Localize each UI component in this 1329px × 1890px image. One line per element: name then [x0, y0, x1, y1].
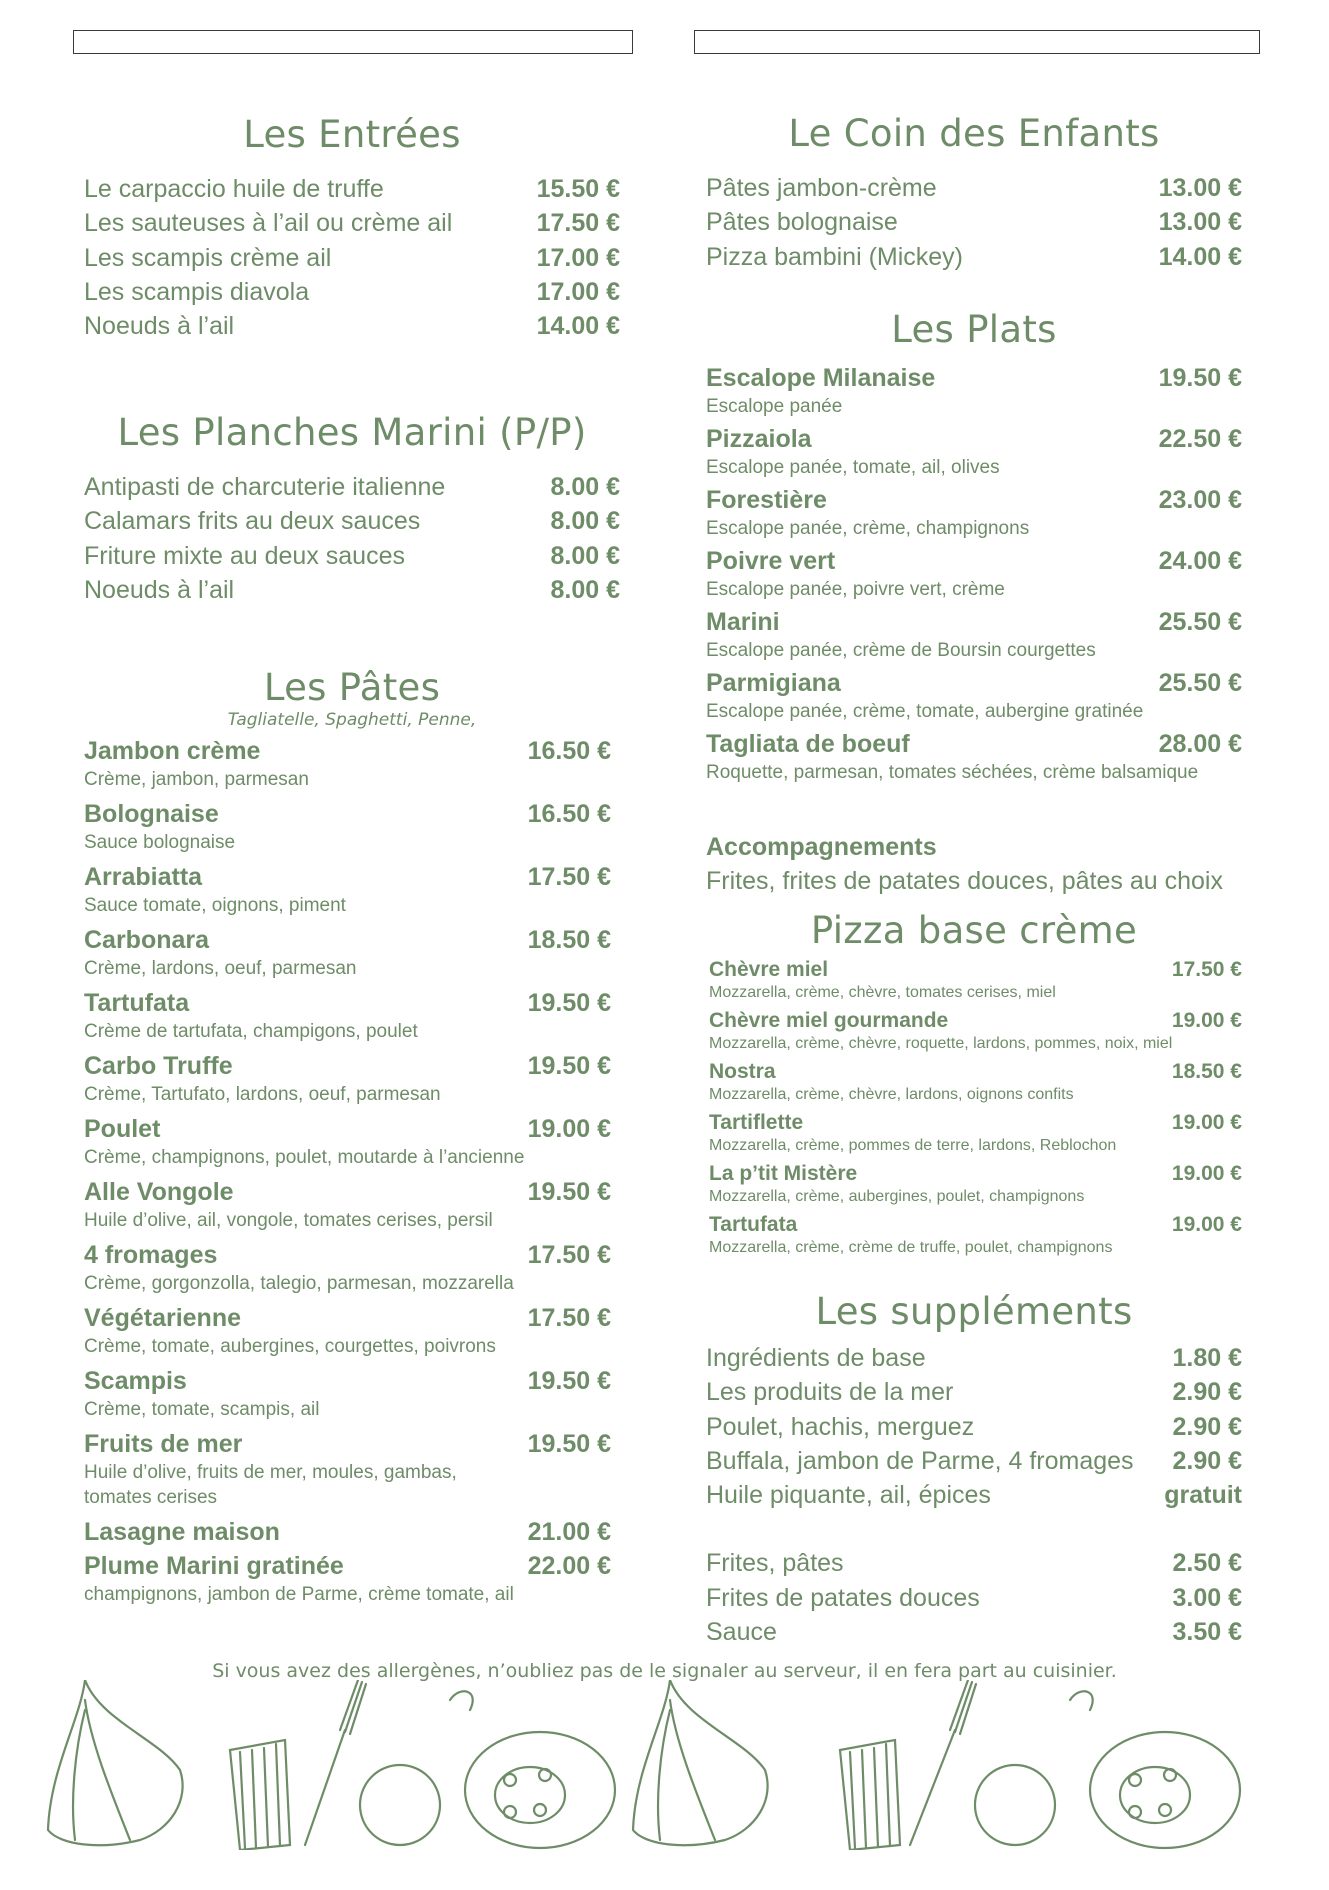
item-name: Marini — [706, 608, 780, 636]
section-subtitle: Tagliatelle, Spaghetti, Penne, — [227, 710, 477, 730]
item-desc: Crème, tomate, aubergines, courgettes, poivrons — [84, 1336, 496, 1357]
fork-icon — [910, 1680, 976, 1845]
pizza-section — [706, 909, 1242, 1262]
item-price: 13.00 € — [1158, 208, 1242, 237]
item-name: Parmigiana — [706, 669, 841, 697]
item-price: 28.00 € — [1158, 730, 1242, 758]
item-desc: Crème, jambon, parmesan — [84, 769, 309, 790]
list-item — [84, 1049, 620, 1107]
extras-list — [706, 1546, 1242, 1649]
item-name: Noeuds à l’ail — [84, 312, 235, 341]
item-name: Bolognaise — [84, 800, 219, 828]
item-name: Pâtes jambon-crème — [706, 174, 937, 202]
item-name: Jambon crème — [84, 737, 261, 765]
item-name: Frites de patates douces — [706, 1583, 980, 1612]
item-name: Les scampis diavola — [84, 277, 310, 306]
plats-section — [706, 308, 1242, 788]
item-price: 25.50 € — [1158, 608, 1242, 636]
item-name: Noeuds à l’ail — [84, 575, 235, 604]
item-name: La p’tit Mistère — [709, 1162, 858, 1185]
item-price: 16.50 € — [527, 737, 611, 765]
item-name: 4 fromages — [84, 1241, 218, 1269]
accompagnements-text: Frites, frites de patates douces, pâtes au choix — [706, 867, 1223, 895]
item-desc: Sauce tomate, oignons, piment — [84, 895, 346, 916]
list-item — [84, 470, 620, 504]
item-price: 19.50 € — [527, 1430, 611, 1458]
pates-section — [84, 666, 620, 1612]
list-item — [84, 241, 620, 275]
item-price: 18.50 € — [527, 926, 611, 954]
list-item — [706, 727, 1242, 785]
header-box-left — [73, 30, 633, 54]
item-price: 13.00 € — [1158, 174, 1242, 202]
item-name: Ingrédients de base — [706, 1344, 926, 1372]
item-name: Fruits de mer — [84, 1430, 243, 1458]
section-title: Pizza base crème — [810, 909, 1138, 952]
item-price: 1.80 € — [1172, 1344, 1242, 1372]
list-item — [706, 1211, 1242, 1258]
item-desc: Mozzarella, crème, crème de truffe, poulet, champignons — [709, 1239, 1113, 1256]
section-title: Les Pâtes — [263, 666, 441, 709]
food-illustrations — [40, 1680, 1290, 1850]
item-price: 22.00 € — [527, 1552, 611, 1580]
item-price: 2.90 € — [1172, 1446, 1242, 1475]
item-desc: Crème, lardons, oeuf, parmesan — [84, 958, 357, 979]
list-item — [706, 544, 1242, 602]
list-item — [84, 734, 620, 792]
item-price: 19.50 € — [527, 989, 611, 1017]
garlic-icon — [633, 1680, 768, 1845]
item-name: Forestière — [706, 486, 827, 514]
item-price: 19.00 € — [1171, 1111, 1242, 1134]
header-box-right — [694, 30, 1260, 54]
list-item — [706, 1109, 1242, 1156]
item-price: 14.00 € — [536, 312, 620, 341]
item-name: Pizzaiola — [706, 425, 812, 453]
item-price: 3.00 € — [1172, 1583, 1242, 1612]
section-title: Les suppléments — [815, 1290, 1133, 1333]
list-item — [706, 205, 1242, 239]
list-item — [84, 504, 620, 538]
item-price: 8.00 € — [550, 575, 620, 604]
list-item — [84, 1112, 620, 1170]
item-name: Antipasti de charcuterie italienne — [84, 473, 446, 501]
item-desc: Huile d’olive, fruits de mer, moules, gambas, tomates cerises — [84, 1462, 457, 1508]
item-name: Les scampis crème ail — [84, 243, 332, 272]
list-item — [706, 956, 1242, 1003]
list-item — [706, 361, 1242, 419]
tomato-icon — [360, 1691, 615, 1848]
item-name: Végétarienne — [84, 1304, 242, 1332]
item-desc: Mozzarella, crème, chèvre, roquette, lardons, pommes, noix, miel — [709, 1035, 1173, 1052]
list-item — [706, 422, 1242, 480]
item-name: Les produits de la mer — [706, 1378, 954, 1407]
item-price: 8.00 € — [550, 541, 620, 570]
list-item — [706, 1341, 1242, 1375]
item-price: 2.90 € — [1172, 1412, 1242, 1441]
list-item — [84, 539, 620, 573]
item-name: Nostra — [709, 1060, 776, 1083]
list-item — [84, 1515, 620, 1549]
item-desc: champignons, jambon de Parme, crème tomate, ail — [84, 1584, 514, 1605]
item-desc: Mozzarella, crème, pommes de terre, lardons, Reblochon — [709, 1137, 1117, 1154]
item-price: 22.50 € — [1158, 425, 1242, 453]
item-price: 17.50 € — [527, 1241, 611, 1269]
item-desc: Crème, gorgonzolla, talegio, parmesan, mozzarella — [84, 1273, 514, 1294]
item-desc: Escalope panée, crème, champignons — [706, 518, 1030, 539]
list-item — [706, 1615, 1242, 1649]
list-item — [84, 573, 620, 607]
tomato-icon — [975, 1691, 1240, 1848]
pates-list — [84, 734, 620, 1607]
list-item — [706, 666, 1242, 724]
item-price: 19.50 € — [527, 1178, 611, 1206]
list-item — [706, 1546, 1242, 1580]
list-item — [706, 1058, 1242, 1105]
item-name: Calamars frits au deux sauces — [84, 507, 421, 536]
item-price: 19.00 € — [1171, 1009, 1242, 1032]
list-item — [84, 1301, 620, 1359]
list-item — [84, 1238, 620, 1296]
item-name: Arrabiatta — [84, 863, 203, 891]
list-item — [84, 1364, 620, 1422]
item-name: Poulet, hachis, merguez — [706, 1412, 975, 1441]
item-desc: Escalope panée, crème de Boursin courgettes — [706, 640, 1096, 661]
pizza-list — [706, 956, 1242, 1258]
list-item — [84, 860, 620, 918]
item-desc: Crème, champignons, poulet, moutarde à l’ancienne — [84, 1147, 525, 1168]
item-desc: Escalope panée, tomate, ail, olives — [706, 457, 1000, 478]
section-title: Les Planches Marini (P/P) — [117, 411, 587, 454]
section-title: Les Plats — [891, 308, 1057, 351]
item-name: Tartufata — [709, 1213, 798, 1236]
item-desc: Huile d’olive, ail, vongole, tomates cerises, persil — [84, 1210, 493, 1231]
item-price: 17.50 € — [527, 1304, 611, 1332]
fork-icon — [305, 1680, 366, 1845]
item-desc: Escalope panée, crème, tomate, aubergine gratinée — [706, 701, 1144, 722]
item-price: 19.50 € — [527, 1052, 611, 1080]
item-name: Plume Marini gratinée — [84, 1552, 344, 1580]
list-item — [706, 1444, 1242, 1478]
item-price: 19.00 € — [1171, 1213, 1242, 1236]
list-item — [84, 1549, 620, 1607]
item-desc: Crème, tomate, scampis, ail — [84, 1399, 320, 1420]
item-desc: Crème, Tartufato, lardons, oeuf, parmesan — [84, 1084, 441, 1105]
list-item — [706, 1581, 1242, 1615]
list-item — [706, 1478, 1242, 1512]
item-price: 3.50 € — [1172, 1618, 1242, 1647]
item-name: Poivre vert — [706, 547, 836, 575]
item-name: Alle Vongole — [84, 1178, 234, 1206]
item-price: 19.50 € — [1158, 364, 1242, 392]
garlic-icon — [48, 1680, 183, 1845]
item-price: 25.50 € — [1158, 669, 1242, 697]
item-name: Le carpaccio huile de truffe — [84, 175, 384, 203]
item-price: 19.50 € — [527, 1367, 611, 1395]
supplements-section — [706, 1290, 1242, 1649]
item-desc: Crème de tartufata, champigons, poulet — [84, 1021, 418, 1042]
enfants-section — [706, 112, 1242, 274]
list-item — [84, 206, 620, 240]
item-price: 17.50 € — [536, 209, 620, 238]
item-price: 17.00 € — [536, 243, 620, 272]
list-item — [706, 171, 1242, 205]
list-item — [84, 1175, 620, 1233]
item-name: Tartufata — [84, 989, 190, 1017]
item-name: Lasagne maison — [84, 1518, 280, 1546]
item-price: 2.50 € — [1172, 1549, 1242, 1578]
item-desc: Sauce bolognaise — [84, 832, 236, 853]
item-name: Chèvre miel — [709, 958, 829, 981]
allergen-notice: Si vous avez des allergènes, n’oubliez pas de le signaler au serveur, il en fera part au cuisinier. — [212, 1660, 1117, 1682]
item-name: Carbo Truffe — [84, 1052, 233, 1080]
item-name: Huile piquante, ail, épices — [706, 1481, 991, 1510]
item-price: gratuit — [1164, 1481, 1242, 1510]
entrees-section — [84, 113, 620, 343]
list-item — [706, 605, 1242, 663]
section-title: Les Entrées — [243, 113, 461, 156]
list-item — [706, 1007, 1242, 1054]
list-item — [84, 275, 620, 309]
pasta-icon — [840, 1740, 900, 1850]
planches-list — [84, 470, 620, 607]
item-price: 19.00 € — [527, 1115, 611, 1143]
planches-section — [84, 411, 620, 607]
list-item — [84, 797, 620, 855]
item-desc: Mozzarella, crème, chèvre, tomates cerises, miel — [709, 984, 1056, 1001]
item-name: Frites, pâtes — [706, 1549, 844, 1578]
item-desc: Mozzarella, crème, aubergines, poulet, champignons — [709, 1188, 1085, 1205]
entrees-list — [84, 172, 620, 343]
supplements-list — [706, 1341, 1242, 1512]
list-item — [84, 923, 620, 981]
item-name: Sauce — [706, 1618, 777, 1647]
item-price: 17.50 € — [1171, 958, 1242, 981]
item-name: Scampis — [84, 1367, 187, 1395]
item-name: Pizza bambini (Mickey) — [706, 242, 964, 271]
list-item — [84, 986, 620, 1044]
item-name: Chèvre miel gourmande — [709, 1009, 949, 1032]
item-name: Poulet — [84, 1115, 161, 1143]
item-price: 17.00 € — [536, 277, 620, 306]
item-name: Escalope Milanaise — [706, 364, 936, 392]
plats-list — [706, 361, 1242, 785]
item-price: 16.50 € — [527, 800, 611, 828]
item-price: 14.00 € — [1158, 242, 1242, 271]
item-desc: Escalope panée — [706, 396, 843, 417]
item-name: Les sauteuses à l’ail ou crème ail — [84, 209, 453, 238]
item-price: 23.00 € — [1158, 486, 1242, 514]
list-item — [706, 1410, 1242, 1444]
item-name: Friture mixte au deux sauces — [84, 541, 405, 570]
item-desc: Escalope panée, poivre vert, crème — [706, 579, 1005, 600]
item-price: 2.90 € — [1172, 1378, 1242, 1407]
list-item — [84, 309, 620, 343]
item-price: 8.00 € — [550, 507, 620, 536]
item-desc: Mozzarella, crème, chèvre, lardons, oignons confits — [709, 1086, 1074, 1103]
list-item — [706, 240, 1242, 274]
item-price: 19.00 € — [1171, 1162, 1242, 1185]
accompagnements-section — [706, 830, 1242, 898]
item-name: Buffala, jambon de Parme, 4 fromages — [706, 1446, 1134, 1475]
item-name: Tartiflette — [709, 1111, 804, 1134]
item-name: Tagliata de boeuf — [706, 730, 910, 758]
item-price: 8.00 € — [550, 473, 620, 501]
accompagnements-title: Accompagnements — [706, 833, 937, 861]
item-price: 24.00 € — [1158, 547, 1242, 575]
item-price: 21.00 € — [527, 1518, 611, 1546]
list-item — [706, 1375, 1242, 1409]
list-item — [706, 1160, 1242, 1207]
list-item — [706, 483, 1242, 541]
item-desc: Roquette, parmesan, tomates séchées, crème balsamique — [706, 762, 1199, 783]
section-title: Le Coin des Enfants — [788, 112, 1160, 155]
item-price: 15.50 € — [536, 175, 620, 203]
list-item — [84, 1427, 620, 1510]
enfants-list — [706, 171, 1242, 274]
item-name: Pâtes bolognaise — [706, 208, 898, 237]
pasta-icon — [230, 1740, 290, 1850]
list-item — [84, 172, 620, 206]
item-price: 17.50 € — [527, 863, 611, 891]
item-name: Carbonara — [84, 926, 210, 954]
item-price: 18.50 € — [1171, 1060, 1242, 1083]
